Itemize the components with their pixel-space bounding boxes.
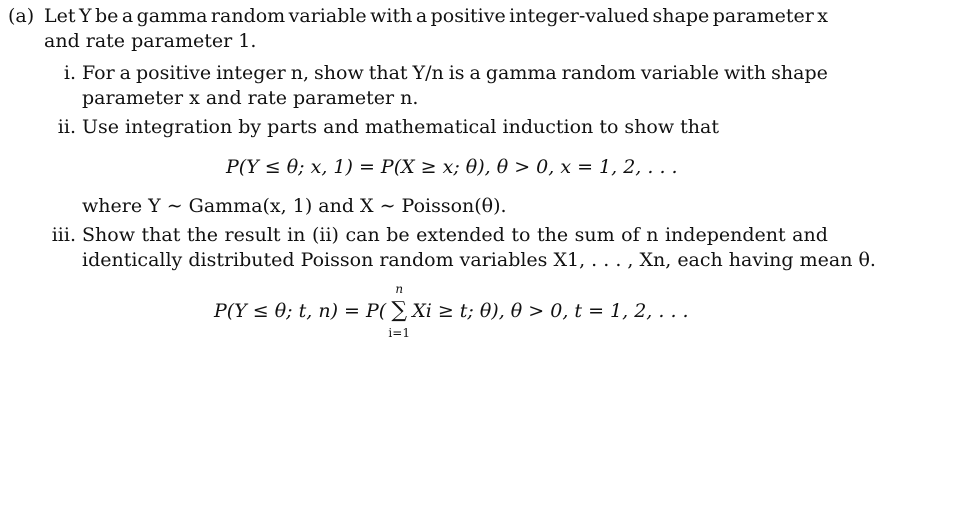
part-a-line-1 [44,4,828,28]
item-iii-line-2: identically distributed Poisson random variables X1, . . . , Xn, each having mean θ. [82,249,876,271]
word: shape [771,62,828,84]
item-i-line-2: parameter x and rate parameter n. [82,87,419,109]
word: Y/n [412,62,444,84]
item-i-label: i. [63,62,76,84]
eq-right: Xi ≥ t; θ), θ > 0, t = 1, 2, . . . [412,300,689,322]
word: gamma [136,5,208,27]
word: Y [78,5,92,27]
word: that [368,62,408,84]
word: shape [652,5,710,27]
word: the [536,224,569,246]
word: with [370,5,413,27]
item-iii-equation [214,282,689,340]
word: and [792,224,828,246]
word: variable [288,5,367,27]
word: n, [290,62,310,84]
word: independent [664,224,786,246]
word: a [415,5,428,27]
word: random [210,5,286,27]
item-ii-label: ii. [57,116,76,138]
summation [386,282,412,340]
word: Show [82,224,135,246]
word: is [448,62,465,84]
word: be [94,5,119,27]
word: a [469,62,481,84]
item-ii-where-line: where Y ∼ Gamma(x, 1) and X ∼ Poisson(θ). [82,195,507,217]
word: be [386,224,410,246]
word: to [511,224,531,246]
word: can [345,224,380,246]
sum-lower-limit: i=1 [388,326,410,340]
sum-symbol: ∑ [391,298,408,323]
word: x [817,5,828,27]
word: a [121,5,134,27]
word: parameter [712,5,814,27]
word: integer [216,62,286,84]
word: show [314,62,364,84]
word: variable [640,62,719,84]
word: sum [574,224,615,246]
item-iii-line-1 [82,223,828,247]
word: positive [430,5,506,27]
word: For [82,62,115,84]
word: extended [416,224,505,246]
sum-upper-limit: n [395,282,404,296]
word: with [723,62,767,84]
word: (ii) [311,224,339,246]
item-ii-line-1: Use integration by parts and mathematical induction to show that [82,116,720,138]
word: in [287,224,306,246]
word: a [119,62,131,84]
word: the [186,224,218,246]
part-a-line-2: and rate parameter 1. [44,30,257,52]
word: n [646,224,659,246]
word: gamma [485,62,557,84]
item-i-line-1 [82,61,828,85]
word: of [621,224,640,246]
word: Let [44,5,76,27]
item-ii-equation: P(Y ≤ θ; x, 1) = P(X ≥ x; θ), θ > 0, x = 1, 2, . . . [226,156,678,178]
word: that [141,224,181,246]
word: random [561,62,636,84]
word: result [224,224,281,246]
item-iii-label: iii. [51,224,76,246]
word: integer-valued [509,5,650,27]
word: positive [135,62,212,84]
eq-left: P(Y ≤ θ; t, n) = P( [214,300,387,322]
part-a-label: (a) [8,5,35,27]
